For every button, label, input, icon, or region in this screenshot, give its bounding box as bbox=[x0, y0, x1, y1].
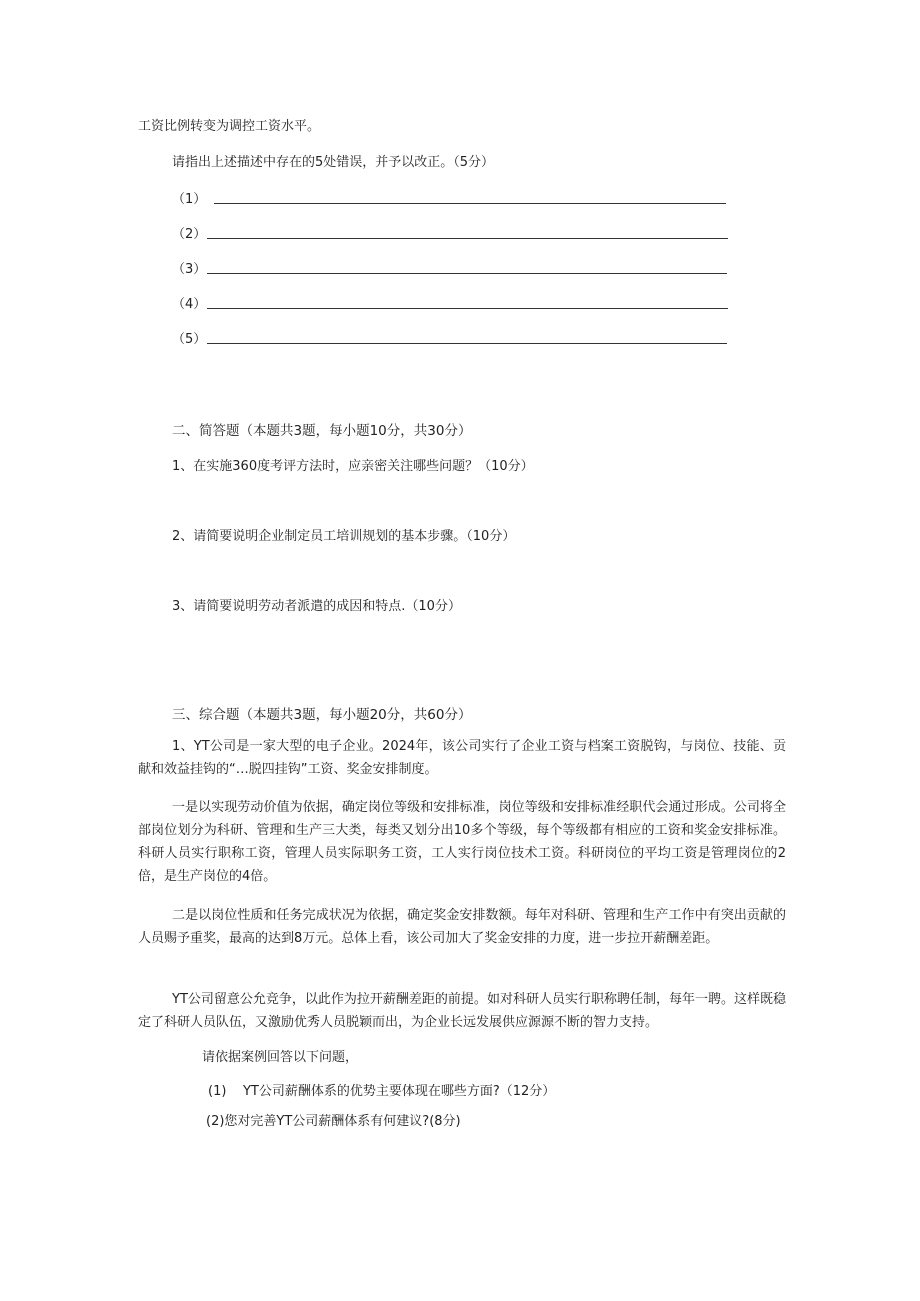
blank-label-2: （2） bbox=[172, 227, 207, 242]
case-question-2: (2)您对完善YT公司薪酬体系有何建议?(8分) bbox=[206, 1114, 461, 1129]
case-paragraph-2: 一是以实现劳动价值为依据，确定岗位等级和安排标准，岗位等级和安排标准经职代会通过形成。公司将全部岗位划分为科研、管理和生产三大类，每类又划分出10多个等级，每个等级都有相应的工资和奖金安排标准。科研人员实行职称工资，管理人员实际职务工资，工人实行岗位技术工资。科研岗位的平均工资是管理岗位的2倍，是生产岗位的4倍。 bbox=[138, 800, 786, 884]
answer-blank-5[interactable] bbox=[207, 343, 727, 344]
case-paragraph-3: 二是以岗位性质和任务完成状况为依据，确定奖金安排数额。每年对科研、管理和生产工作中有突出贡献的人员赐予重奖，最高的达到8万元。总体上看，该公司加大了奖金安排的力度，进一步拉开薪酬差距。 bbox=[138, 908, 786, 946]
short-question-2: 2、请简要说明企业制定员工培训规划的基本步骤。（10分） bbox=[172, 529, 516, 544]
answer-blank-4[interactable] bbox=[207, 308, 728, 309]
answer-blank-1[interactable] bbox=[214, 203, 726, 204]
case-paragraph-1: 1、YT公司是一家大型的电子企业。2024年，该公司实行了企业工资与档案工资脱钩，与岗位、技能、贡献和效益挂钩的“…脱四挂钩”工资、奖金安排制度。 bbox=[138, 739, 786, 777]
case-question-1: (1) YT公司薪酬体系的优势主要体现在哪些方面?（12分） bbox=[208, 1084, 556, 1099]
part1-instruction: 请指出上述描述中存在的5处错误，并予以改正。（5分） bbox=[172, 155, 495, 170]
case-paragraph-4: YT公司留意公允竞争，以此作为拉开薪酬差距的前提。如对科研人员实行职称聘任制，每年一聘。这样既稳定了科研人员队伍，又激励优秀人员脱颖而出，为企业长远发展供应源源不断的智力支持。 bbox=[138, 992, 786, 1030]
blank-label-4: （4） bbox=[172, 297, 207, 312]
blank-label-5: （5） bbox=[172, 332, 207, 347]
short-question-3: 3、请简要说明劳动者派遣的成因和特点.（10分） bbox=[172, 599, 461, 614]
case-prompt: 请依据案例回答以下问题， bbox=[202, 1050, 359, 1065]
answer-blank-3[interactable] bbox=[207, 273, 727, 274]
part3-heading: 三、综合题（本题共3题，每小题20分，共60分） bbox=[172, 707, 472, 723]
blank-label-3: （3） bbox=[172, 262, 207, 277]
answer-blank-2[interactable] bbox=[207, 238, 728, 239]
top-line: 工资比例转变为调控工资水平。 bbox=[138, 119, 321, 134]
part2-heading: 二、简答题（本题共3题，每小题10分，共30分） bbox=[172, 423, 472, 439]
short-question-1: 1、在实施360度考评方法时，应亲密关注哪些问题？（10分） bbox=[172, 459, 534, 474]
blank-label-1: （1） bbox=[172, 192, 207, 207]
